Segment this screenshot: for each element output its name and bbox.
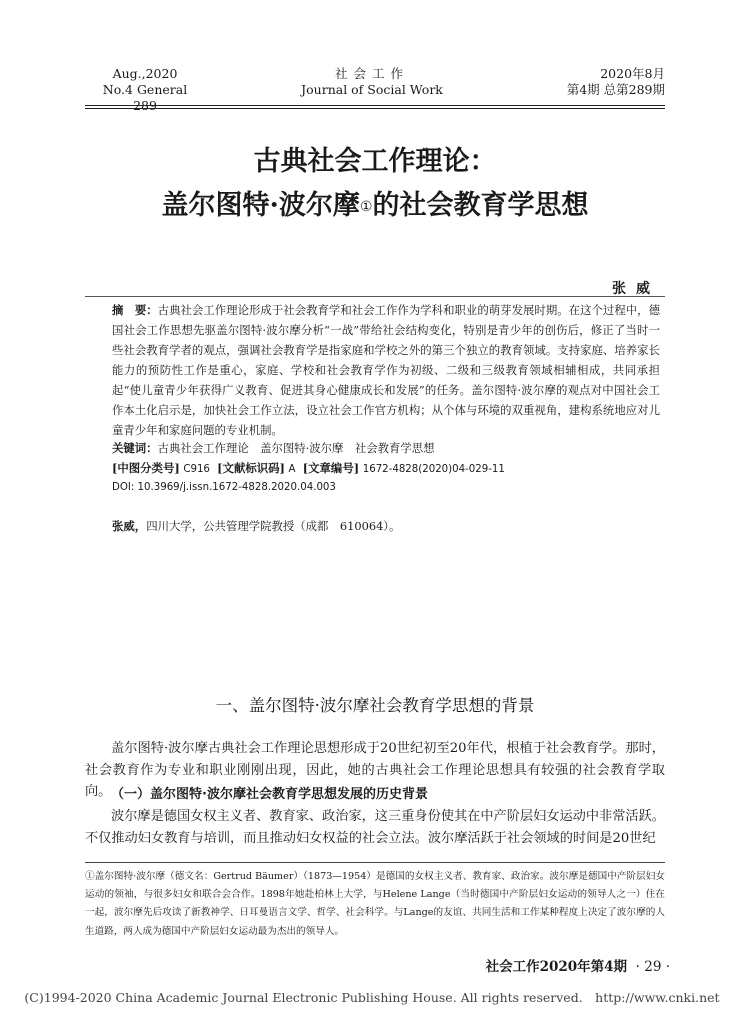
classification xyxy=(112,458,660,480)
author-name: 张威 xyxy=(612,281,660,297)
paragraph-1: 盖尔图特·波尔摩古典社会工作理论思想形成于20世纪初至20年代，根植于社会教育学。那时，社会教育作为专业和职业刚刚出现，因此，她的古典社会工作理论思想具有较强的社会教育学取向。 xyxy=(85,741,665,799)
article-no-value: 1672-4828(2020)04-029-11 xyxy=(362,464,505,475)
header-rule-double xyxy=(85,108,665,109)
header-date-cn: 2020年8月 xyxy=(600,66,665,81)
header-rule xyxy=(85,105,665,106)
abstract-label: 摘 要： xyxy=(112,303,158,317)
subsection-heading: （一）盖尔图特·波尔摩社会教育学思想发展的历史背景 xyxy=(111,787,428,802)
footer-journal: 社会工作2020年第4期 xyxy=(485,959,628,975)
header-right xyxy=(545,66,665,98)
abstract-text: 古典社会工作理论形成于社会教育学和社会工作作为学科和职业的萌芽发展时期。在这个过程中，德国社会工作思想先驱盖尔图特·波尔摩分析“一战”带给社会结构变化，特别是青少年的创伤后，修正了当时一些社会教育学者的观点，强调社会教育学是指家庭和学校之外的第三个独立的教育领域。支持家庭、培养家长能力的预防性工作是重心，家庭、学校和社会教育学作为初级、二级和三级教育领域相辅相成，共同承担起“使儿童青少年获得广义教育、促进其身心健康成长和发展”的任务。盖尔图特·波尔摩的观点对中国社会工作本土化启示是，加快社会工作立法，设立社会工作官方机构；从个体与环境的双重视角，建构系统地应对儿童青少年和家庭问题的专业机制。 xyxy=(112,303,660,437)
title-rest: 的社会教育学思想 xyxy=(372,190,589,221)
abstract xyxy=(112,300,660,440)
article-title-line1: 古典社会工作理论： xyxy=(253,146,497,177)
author-affiliation xyxy=(112,516,660,536)
journal-name-cn: 社会工作 xyxy=(334,66,409,81)
header-left xyxy=(90,66,200,114)
article-no-label: [文章编号] xyxy=(302,461,360,475)
header-issue-cn: 第4期 总第289期 xyxy=(566,82,665,97)
keywords-text: 古典社会工作理论 盖尔图特·波尔摩 社会教育学思想 xyxy=(157,441,435,455)
abstract-rule xyxy=(85,296,665,297)
keywords-label: 关键词： xyxy=(112,441,158,455)
article-title-line2 xyxy=(85,188,665,224)
keywords xyxy=(112,438,660,458)
doc-code-label: [文献标识码] xyxy=(217,461,285,475)
footnote: ①盖尔图特·波尔摩（德文名：Gertrud Bäumer）（1873—1954）是德国的女权主义者、教育家、政治家。波尔摩是德国中产阶层妇女运动的领袖，与很多妇女和联合会合作。1898年她赴柏林上大学，与Helene Lange（当时德国中产阶层妇女运动的领导人之一）住在一起，波尔摩先后攻读了新教神学、日耳曼语言文学、哲学、社会科学。与Lange的友谊、共同生活和工作某种程度上决定了波尔摩的人生道路，两人成为德国中产阶层妇女运动最为杰出的领导人。 xyxy=(85,871,665,937)
section-heading: 一、盖尔图特·波尔摩社会教育学思想的背景 xyxy=(215,696,535,715)
affiliation-author: 张威， xyxy=(112,519,147,533)
clc-label: [中图分类号] xyxy=(112,461,180,475)
doc-code-value: A xyxy=(288,464,296,475)
copyright-notice: (C)1994-2020 China Academic Journal Electronic Publishing House. All rights reserved. http://www.cnki.net xyxy=(24,990,720,1005)
footnote-rule xyxy=(85,862,665,863)
journal-name-en: Journal of Social Work xyxy=(301,82,443,97)
page-footer xyxy=(470,955,670,975)
title-name: 盖尔图特·波尔摩 xyxy=(161,190,360,221)
paragraph-2: 波尔摩是德国女权主义者、教育家、政治家，这三重身份使其在中产阶层妇女运动中非常活跃。不仅推动妇女教育与培训，而且推动妇女权益的社会立法。波尔摩活跃于社会领域的时间是20世纪 xyxy=(85,809,665,846)
page-number: · 29 · xyxy=(635,959,670,975)
header-date-en: Aug.,2020 xyxy=(112,66,178,81)
header-issue-en: No.4 General 289 xyxy=(102,82,188,113)
header-center xyxy=(272,66,472,98)
doi[interactable]: DOI: 10.3969/j.issn.1672-4828.2020.04.003 xyxy=(112,482,336,493)
clc-value: C916 xyxy=(183,464,210,475)
footnote-marker[interactable]: ① xyxy=(359,199,373,215)
affiliation-text: 四川大学，公共管理学院教授（成都 610064）。 xyxy=(146,519,401,533)
